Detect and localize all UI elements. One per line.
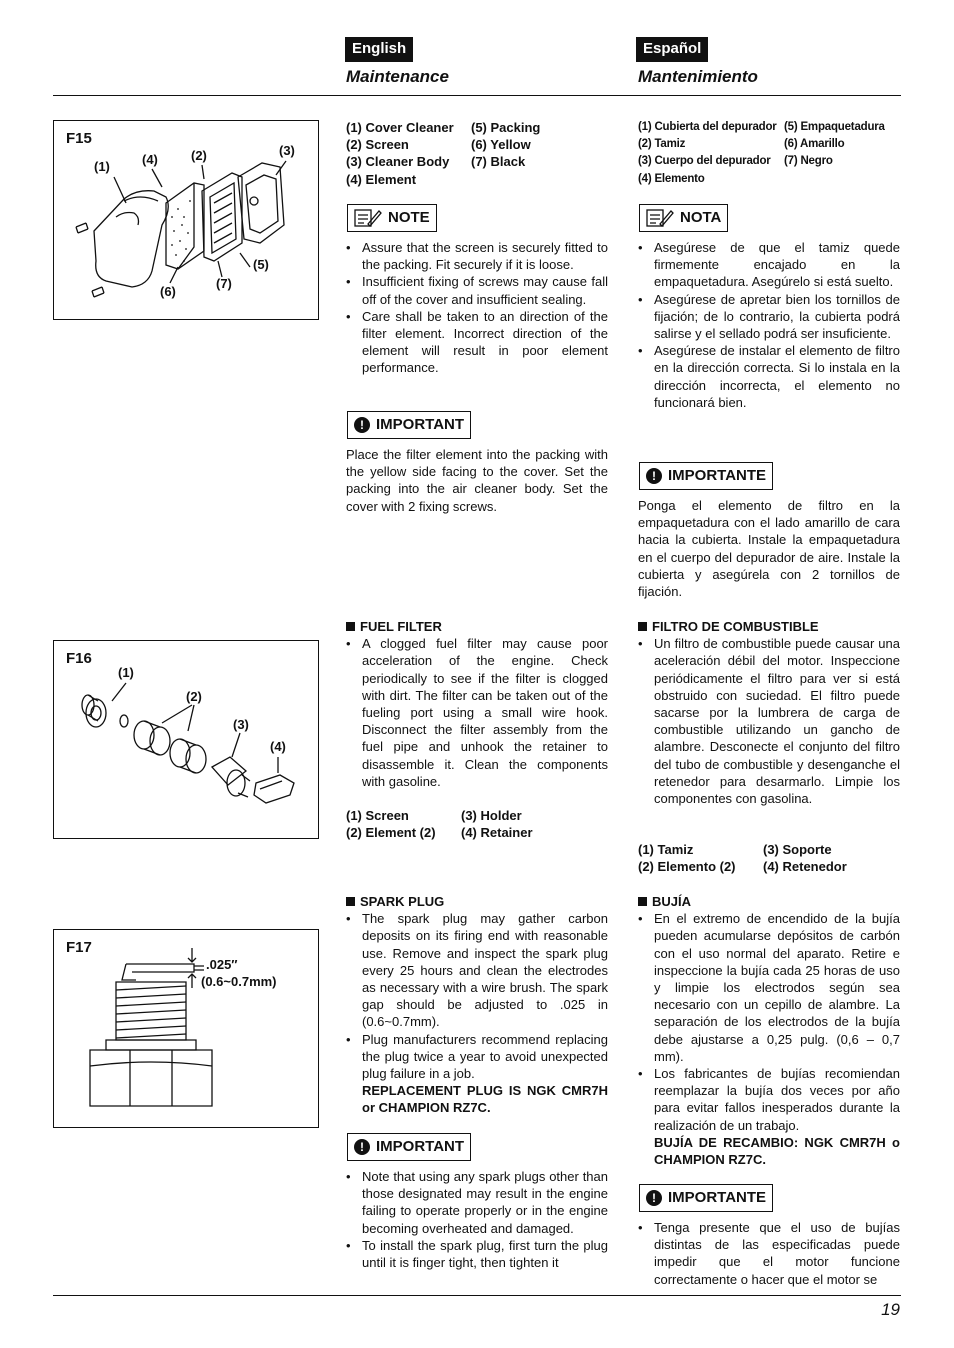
important-text: Ponga el elemento de filtro en la empaquetadura con el lado amarillo de cara hacia la cubierta. Instale la empaquetadura en el cuerpo del depurador de aire. Instale la cubierta y asegúrela con 2 tornillos de fijación. bbox=[638, 498, 900, 600]
part-label: (2) Elemento (2) bbox=[638, 859, 736, 875]
callout: (1) bbox=[94, 159, 110, 174]
figure-label: F17 bbox=[66, 939, 92, 956]
exclamation-icon: ! bbox=[646, 1190, 662, 1206]
part-label: (1) Screen bbox=[346, 808, 409, 823]
spark-plug-item: • The spark plug may gather carbon deposits on its firing end with reasonable use. Remove and inspect the spark plug every 25 hours and clean the electrodes as necessary with a wire brush. The spark gap should be adjusted to .025 in (0.6~0.7mm). bbox=[346, 910, 608, 1030]
important-item: • To install the spark plug, first turn the plug until it is finger tight, then tighten it bbox=[346, 1237, 608, 1271]
es-important-text bbox=[638, 497, 900, 600]
important-label: IMPORTANTE bbox=[668, 1189, 767, 1206]
square-bullet-icon bbox=[638, 897, 647, 906]
fuel-filter-heading: FUEL FILTER bbox=[346, 618, 608, 635]
figure-f17 bbox=[53, 929, 319, 1128]
note-item: • Asegúrese de apretar bien los tornillos de fijación; de lo contrario, la cubierta podrá salirse y el sellado podrá ser insuficiente. bbox=[638, 291, 900, 343]
part-label: (2) Element (2) bbox=[346, 825, 436, 841]
spark-plug-item: • Plug manufacturers recommend replacing the plug twice a year to avoid unexpected plug failure in a job. REPLACEMENT PLUG IS NGK CMR7H or CHAMPION RZ7C. bbox=[346, 1031, 608, 1117]
es-spark-plug-section bbox=[638, 893, 900, 1168]
es-important2-list bbox=[638, 1219, 900, 1288]
part-label: (4) Elemento bbox=[638, 172, 705, 185]
gap-dimension-mm: (0.6~0.7mm) bbox=[201, 974, 277, 989]
important-item: • Note that using any spark plugs other than those designated may result in the engine failing to operate properly or in the engine becoming overheated and damaged. bbox=[346, 1168, 608, 1237]
fuel-filter-exploded-illustration bbox=[54, 641, 318, 838]
es-f15-parts bbox=[638, 119, 900, 188]
es-note-list bbox=[638, 239, 900, 411]
callout: (5) bbox=[253, 257, 269, 272]
important-item: • Tenga presente que el uso de bujías distintas de las especificadas puede impedir que el motor funcione correctamente o hacer que el motor se bbox=[638, 1219, 900, 1288]
part-label: (5) Packing bbox=[471, 120, 541, 135]
callout: (2) bbox=[191, 148, 207, 163]
figure-label: F16 bbox=[66, 650, 92, 667]
exclamation-icon: ! bbox=[354, 1139, 370, 1155]
note-item: • Asegúrese de que el tamiz quede firmemente encajado en la empaquetadura. Asegúrelo si está suelto. bbox=[638, 239, 900, 291]
en-important-box bbox=[347, 411, 471, 439]
en-note-box bbox=[347, 204, 437, 232]
en-important-text bbox=[346, 446, 608, 515]
en-f15-parts bbox=[346, 119, 608, 188]
part-label: (7) Negro bbox=[784, 155, 833, 168]
callout: (2) bbox=[186, 689, 202, 704]
figure-label: F15 bbox=[66, 130, 92, 147]
spark-plug-heading: BUJÍA bbox=[638, 893, 900, 910]
important-text: Place the filter element into the packing with the yellow side facing to the cover. Set the packing into the air cleaner body. Set the cover with 2 fixing screws. bbox=[346, 447, 608, 514]
spark-plug-illustration bbox=[54, 930, 318, 1127]
part-label: (5) Empaquetadura bbox=[784, 121, 885, 133]
en-spark-plug-section bbox=[346, 893, 608, 1117]
es-note-box bbox=[639, 204, 728, 232]
fuel-filter-item: • A clogged fuel filter may cause poor acceleration of the engine. Check periodically to see if the filter is clogged with dirt. The filter can be taken out of the fueling port using a small wire hook. Disconnect the filter assembly from the fuel pipe and unhook the retainer to disassemble it. Clean the components with gasoline. bbox=[346, 635, 608, 790]
section-title-spanish: Mantenimiento bbox=[638, 67, 758, 86]
important-label: IMPORTANT bbox=[376, 1138, 465, 1155]
part-label bbox=[471, 171, 608, 188]
callout: (3) bbox=[233, 717, 249, 732]
part-label: (1) Tamiz bbox=[638, 842, 694, 857]
part-label: (2) Tamiz bbox=[638, 138, 686, 151]
es-important-box bbox=[639, 462, 773, 490]
figure-f15 bbox=[53, 120, 319, 320]
language-tag-english: English bbox=[345, 37, 413, 62]
important-label: IMPORTANTE bbox=[668, 467, 767, 484]
callout: (3) bbox=[279, 143, 295, 158]
part-label: (3) Holder bbox=[461, 808, 522, 823]
spark-plug-item: • En el extremo de encendido de la bujía pueden acumularse depósitos de carbón con el uso normal del aparato. Retire e inspeccione la bujía cada 25 horas de uso y limpie los electrodos según sea necesario con un cepillo de alambre. La separación de los electrodos de la bujía debe ajustarse a 0,25 pulg. (0,6 – 0,7 mm). bbox=[638, 910, 900, 1065]
callout: (7) bbox=[216, 276, 232, 291]
note-label: NOTE bbox=[388, 209, 430, 226]
part-label: (4) Element bbox=[346, 171, 417, 187]
fuel-filter-item: • Un filtro de combustible puede causar una aceleración débil del motor. Inspeccione periódicamente el filtro para ver si está obstruido con suciedad. El filtro puede sacarse por la lumbrera de carga de combustible utilizando un gancho de alambre. Desconecte el conjunto del filtro del tubo de combustible y desenganche el retenedor para desarmarlo. Limpie los componentes con gasolina. bbox=[638, 635, 900, 807]
note-item: • Asegúrese de instalar el elemento de filtro en la dirección correcta. Si lo instala en la dirección incorrecta, el elemento no funcionará bien. bbox=[638, 342, 900, 411]
part-label: (1) Cover Cleaner bbox=[346, 120, 454, 135]
square-bullet-icon bbox=[346, 622, 355, 631]
callout: (4) bbox=[270, 739, 286, 754]
air-cleaner-exploded-illustration bbox=[54, 121, 318, 319]
en-fuel-filter-section bbox=[346, 618, 608, 790]
part-label: (6) Amarillo bbox=[784, 138, 845, 151]
square-bullet-icon bbox=[638, 622, 647, 631]
gap-dimension-inches: .025″ bbox=[206, 957, 238, 972]
note-icon bbox=[646, 208, 674, 228]
header-rule bbox=[53, 95, 901, 96]
es-important-box-2 bbox=[639, 1184, 773, 1212]
es-fuel-filter-section bbox=[638, 618, 900, 807]
part-label: (3) Cleaner Body bbox=[346, 154, 450, 170]
es-f16-parts bbox=[638, 841, 900, 875]
note-item: • Assure that the screen is securely fitted to the packing. Fit securely if it is loose. bbox=[346, 239, 608, 273]
fuel-filter-heading: FILTRO DE COMBUSTIBLE bbox=[638, 618, 900, 635]
note-item: • Insufficient fixing of screws may cause fall off of the cover and insufficient sealing. bbox=[346, 273, 608, 307]
callout: (4) bbox=[142, 152, 158, 167]
section-title-english: Maintenance bbox=[346, 67, 449, 86]
spark-plug-item: • Los fabricantes de bujías recomiendan reemplazar la bujía dos veces por año para evitar fallos inesperados durante la realización de un trabajo. BUJÍA DE RECAMBIO: NGK CMR7H o CHAMPION RZ7C. bbox=[638, 1065, 900, 1168]
note-label: NOTA bbox=[680, 209, 722, 226]
part-label: (3) Cuerpo del depurador bbox=[638, 155, 771, 168]
language-tag-spanish: Español bbox=[636, 37, 708, 62]
exclamation-icon: ! bbox=[646, 468, 662, 484]
en-important-box-2 bbox=[347, 1133, 471, 1161]
replacement-plug: BUJÍA DE RECAMBIO: NGK CMR7H o CHAMPION RZ7C. bbox=[654, 1134, 900, 1168]
callout: (6) bbox=[160, 284, 176, 299]
part-label: (3) Soporte bbox=[763, 842, 832, 857]
square-bullet-icon bbox=[346, 897, 355, 906]
part-label: (4) Retenedor bbox=[763, 859, 847, 875]
part-label: (1) Cubierta del depurador bbox=[638, 121, 777, 133]
note-icon bbox=[354, 208, 382, 228]
callout: (1) bbox=[118, 665, 134, 680]
figure-f16 bbox=[53, 640, 319, 839]
important-label: IMPORTANT bbox=[376, 416, 465, 433]
page-number: 19 bbox=[881, 1300, 900, 1319]
part-label bbox=[784, 171, 900, 188]
en-note-list bbox=[346, 239, 608, 377]
part-label: (6) Yellow bbox=[471, 137, 531, 153]
part-label: (4) Retainer bbox=[461, 825, 533, 841]
en-important2-list bbox=[346, 1168, 608, 1271]
part-label: (2) Screen bbox=[346, 137, 409, 153]
exclamation-icon: ! bbox=[354, 417, 370, 433]
footer-rule bbox=[53, 1295, 901, 1296]
replacement-plug: REPLACEMENT PLUG IS NGK CMR7H or CHAMPION RZ7C. bbox=[362, 1083, 608, 1116]
en-f16-parts bbox=[346, 807, 608, 841]
part-label: (7) Black bbox=[471, 154, 526, 170]
note-item: • Care shall be taken to an direction of the filter element. Incorrect direction of the element will result in poor element performance. bbox=[346, 308, 608, 377]
spark-plug-heading: SPARK PLUG bbox=[346, 893, 608, 910]
